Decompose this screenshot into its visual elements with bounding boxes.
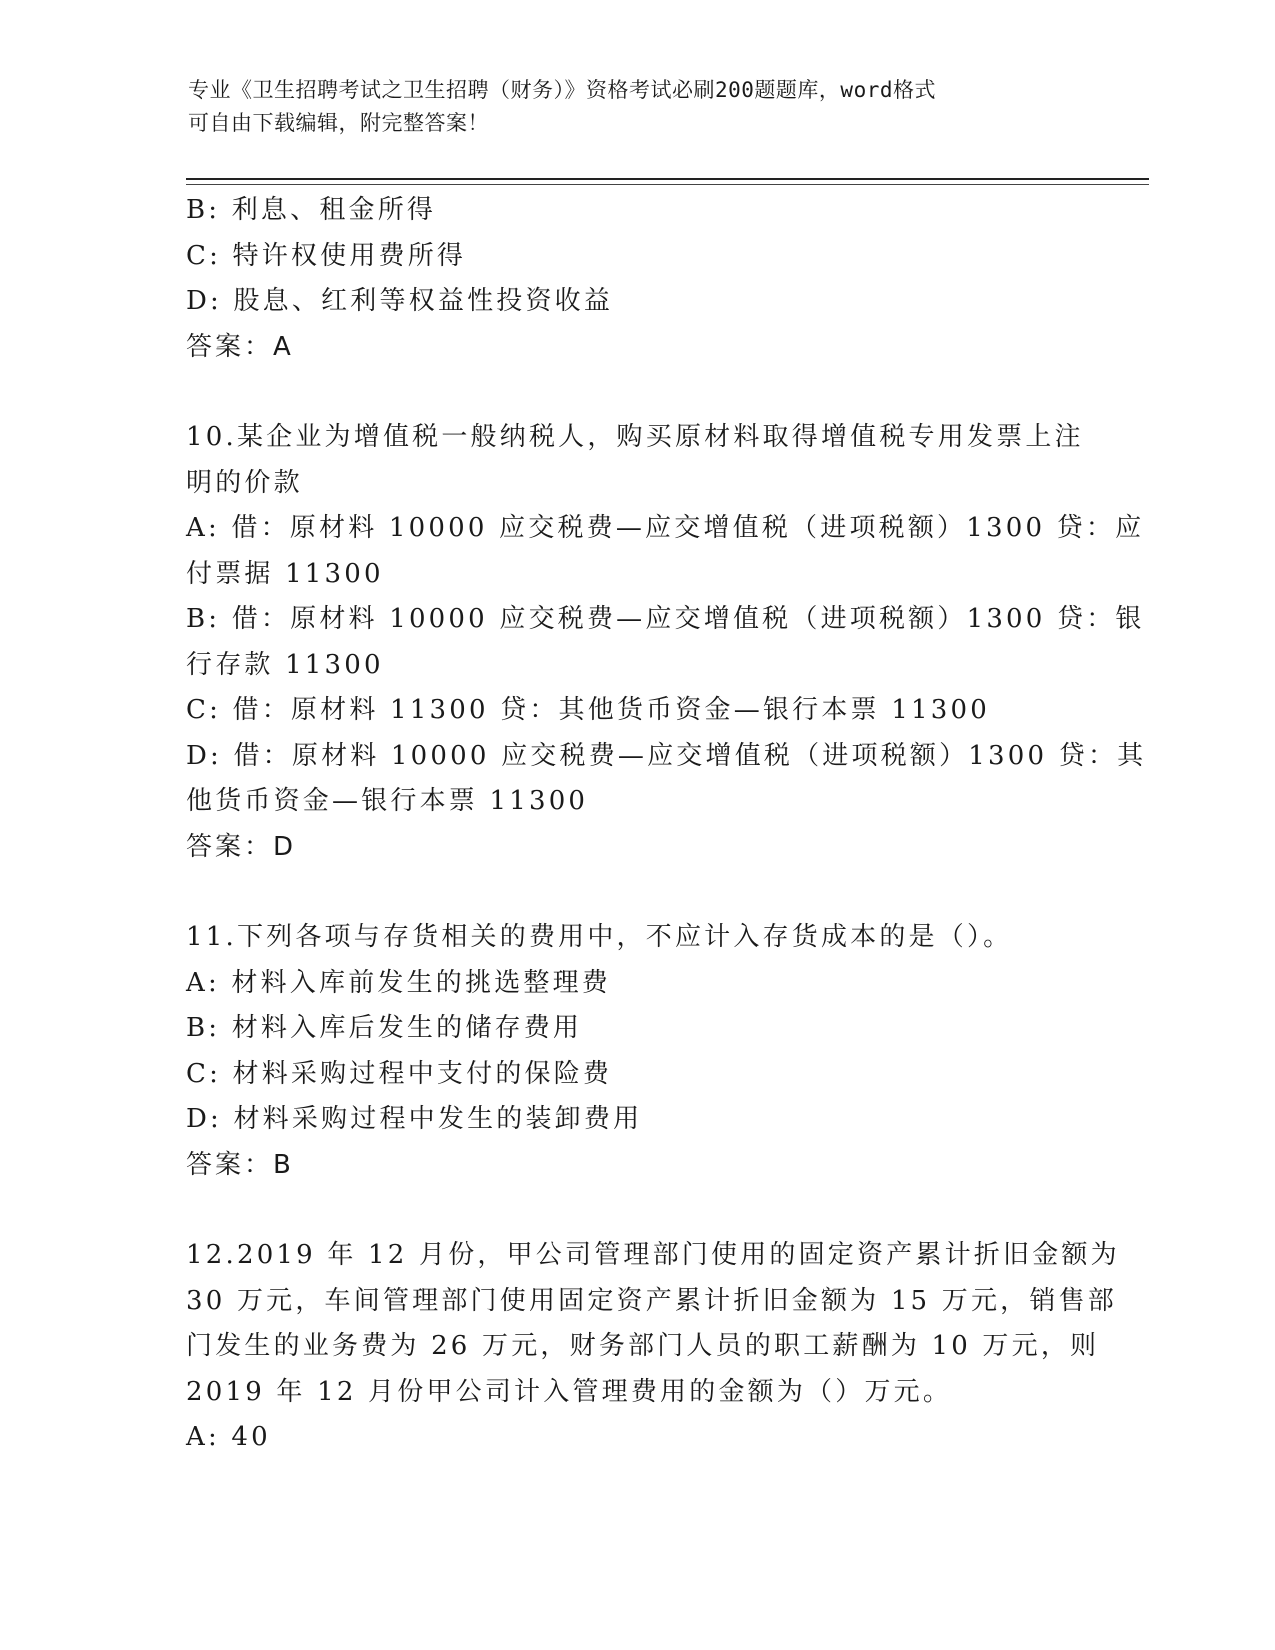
q11-answer: 答案：B <box>186 1149 294 1180</box>
q10-option-a-line1: A: 借：原材料 10000 应交税费—应交增值税（进项税额）1300 贷：应 <box>186 513 1145 543</box>
q12-stem-line2: 30 万元，车间管理部门使用固定资产累计折旧金额为 15 万元，销售部 <box>186 1285 1117 1316</box>
q11-stem: 11.下列各项与存货相关的费用中，不应计入存货成本的是（）。 <box>186 922 1013 952</box>
q10-stem-line1: 10.某企业为增值税一般纳税人，购买原材料取得增值税专用发票上注 <box>186 422 1084 452</box>
q11-option-c: C: 材料采购过程中支付的保险费 <box>186 1058 613 1089</box>
q12-stem-line4: 2019 年 12 月份甲公司计入管理费用的金额为（）万元。 <box>186 1376 953 1407</box>
q12-option-a: A: 40 <box>186 1422 271 1452</box>
header-title-line2: 可自由下载编辑，附完整答案！ <box>188 111 489 135</box>
q12-stem-line3: 门发生的业务费为 26 万元，财务部门人员的职工薪酬为 10 万元，则 <box>186 1331 1100 1361</box>
q9-answer: 答案：A <box>186 331 294 362</box>
q10-option-d-line2: 他货币资金—银行本票 11300 <box>186 786 589 816</box>
spacer <box>186 1188 1086 1233</box>
q11-option-a: A: 材料入库前发生的挑选整理费 <box>186 967 612 998</box>
header-title-line1: 专业《卫生招聘考试之卫生招聘（财务）》资格考试必刷200题题库，word格式 <box>188 78 936 102</box>
q9-option-c: C: 特许权使用费所得 <box>186 240 467 271</box>
header-divider-thick <box>186 178 1149 180</box>
header-divider-thin <box>186 184 1149 185</box>
q10-option-d-line1: D: 借：原材料 10000 应交税费—应交增值税（进项税额）1300 贷：其 <box>186 740 1147 771</box>
q10-stem-line2: 明的价款 <box>186 467 303 498</box>
document-header <box>188 74 1088 140</box>
q10-option-b-line1: B: 借：原材料 10000 应交税费—应交增值税（进项税额）1300 贷：银 <box>186 604 1145 634</box>
q9-option-b: B: 利息、租金所得 <box>186 195 437 225</box>
q10-option-c: C: 借：原材料 11300 贷：其他货币资金—银行本票 11300 <box>186 695 990 725</box>
q9-option-d: D: 股息、红利等权益性投资收益 <box>186 286 614 316</box>
spacer <box>186 870 1086 915</box>
q11-option-d: D: 材料采购过程中发生的装卸费用 <box>186 1104 643 1134</box>
q11-option-b: B: 材料入库后发生的储存费用 <box>186 1013 583 1043</box>
q10-option-a-line2: 付票据 11300 <box>186 558 384 589</box>
q12-stem-line1: 12.2019 年 12 月份，甲公司管理部门使用的固定资产累计折旧金额为 <box>186 1240 1120 1270</box>
question-list <box>186 188 1147 1461</box>
q10-answer: 答案：D <box>186 831 297 862</box>
spacer <box>186 370 1086 415</box>
q10-option-b-line2: 行存款 11300 <box>186 649 384 680</box>
